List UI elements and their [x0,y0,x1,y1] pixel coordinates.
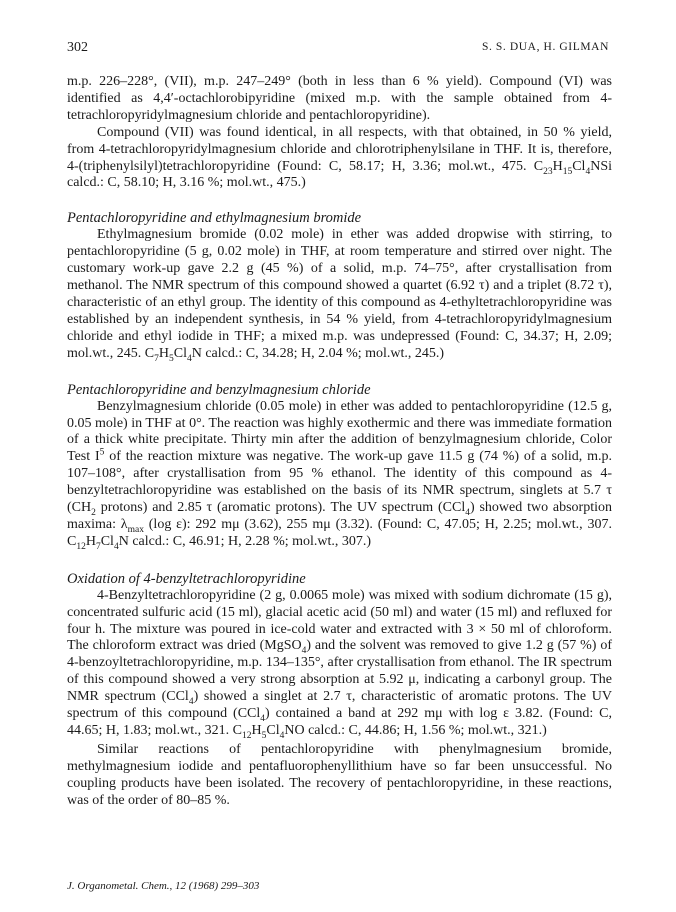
running-authors: S. S. DUA, H. GILMAN [481,41,609,53]
paragraph-continuation: m.p. 226–228°, (VII), m.p. 247–249° (both in less than 6 % yield). Compound (VI) was identified as 4,4′-octachlorobipyridine (mixed m.p. with the sample obtained from 4-tetrachloropyridylmagnesium chloride and pentachloropyridine). [67,74,612,123]
section-text-benzyl: Benzylmagnesium chloride (0.05 mole) in ether was added to pentachloropyridine (12.5 g, 0.05 mole) in THF at 0°. The reaction was highly exothermic and there was immediate formation of a thick white precipitate. Thirty min after the addition of benzylmagnesium chloride, Color Test $I^5$ of the reaction mixture was negative. The work-up gave 11.5 g (74 %) of a solid, m.p. 107–108°, after crystallisation from 95 % ethanol. The identity of this compound as 4-benzyltetrachloropyridine was established on the basis of its NMR spectrum, singlets at 5.7 τ ($CH_2$ protons) and 2.85 τ (aromatic protons). The UV spectrum (CCl$_4$) showed two absorption maxima: $\lambda_{max}$ (log ε): 292 mμ (3.62), 255 mμ (3.32). (Found: C, 47.05; H, 2.25; mol.wt., 307. $C_{12}H_7Cl_4N$ calcd.: C, 46.91; H, 2.28 %; mol.wt., 307.) [67,398,613,552]
running-header [67,40,609,58]
section-text-similar-reactions: Similar reactions of pentachloropyridine with phenylmagnesium bromide, methylmagnesium iodide and pentafluorophenyllithium have so far been unsuccessful. No coupling products have been isolated. The recovery of pentachloropyridine, in these reactions, was of the order of 80–85 %. [67,741,612,808]
section-text-oxidation: 4-Benzyltetrachloropyridine (2 g, 0.0065 mole) was mixed with sodium dichromate (15 g), concentrated sulfuric acid (15 ml), glacial acetic acid (50 ml) and water (15 ml) and refluxed for four h. The mixture was poured in ice-cold water and extracted with 3 × 50 ml of chloroform. The chloroform extract was dried (MgSO$_4$) and the solvent was removed to give 1.2 g (57 %) of 4-benzoyltetrachloropyridine, m.p. 134–135°, after crystallisation from ethanol. The IR spectrum of this compound showed a very strong absorption at 5.92 μ, indicating a carbonyl group. The NMR spectrum (CCl$_4$) showed a singlet at 2.7 τ, characteristic of aromatic protons. The UV spectrum of this compound (CCl$_4$) contained a band at 292 mμ with log ε 3.82. (Found: C, 44.65; H, 1.83; mol.wt., 321. $C_{12}H_5Cl_4NO$ calcd.: C, 44.86; H, 1.56 %; mol.wt., 321.) [67,587,613,741]
section-heading-ethyl: Pentachloropyridine and ethylmagnesium bromide [67,210,362,227]
section-text-ethyl: Ethylmagnesium bromide (0.02 mole) in ether was added dropwise with stirring, to pentachloropyridine (5 g, 0.02 mole) in THF, at room temperature and stirred over night. The customary work-up gave 2.2 g (45 %) of a solid, m.p. 74–75°, after crystallisation from methanol. The NMR spectrum of this compound showed a quartet (6.92 τ) and a triplet (8.72 τ), characteristic of an ethyl group. The identity of this compound as 4-ethyltetrachloropyridine was established by an independent synthesis, in 54 % yield, from 4-tetrachloropyridylmagnesium chloride and ethyl iodide in THF; a mixed m.p. was undepressed (Found: C, 34.37; H, 2.09; mol.wt., 245. $C_7H_5Cl_4N$ calcd.: C, 34.28; H, 2.04 %; mol.wt., 245.) [67,227,612,364]
paragraph-compound-vii: Compound (VII) was found identical, in all respects, with that obtained, in 50 % yield, from 4-tetrachloropyridylmagnesium chloride and chlorotriphenylsilane in THF. It is, therefore, 4-(triphenylsilyl)tetrachloropyridine (Found: C, 58.17; H, 3.36; mol.wt., 475. $C_{23}H_{15}Cl_4NSi$ calcd.: C, 58.10; H, 3.16 %; mol.wt., 475.) [67,124,612,191]
page-number: 302 [67,40,88,55]
section-heading-benzyl: Pentachloropyridine and benzylmagnesium chloride [67,381,371,398]
article-body [67,74,612,810]
section-heading-oxidation: Oxidation of 4-benzyltetrachloropyridine [67,570,306,587]
journal-citation: J. Organometal. Chem., 12 (1968) 299–303 [67,880,260,892]
